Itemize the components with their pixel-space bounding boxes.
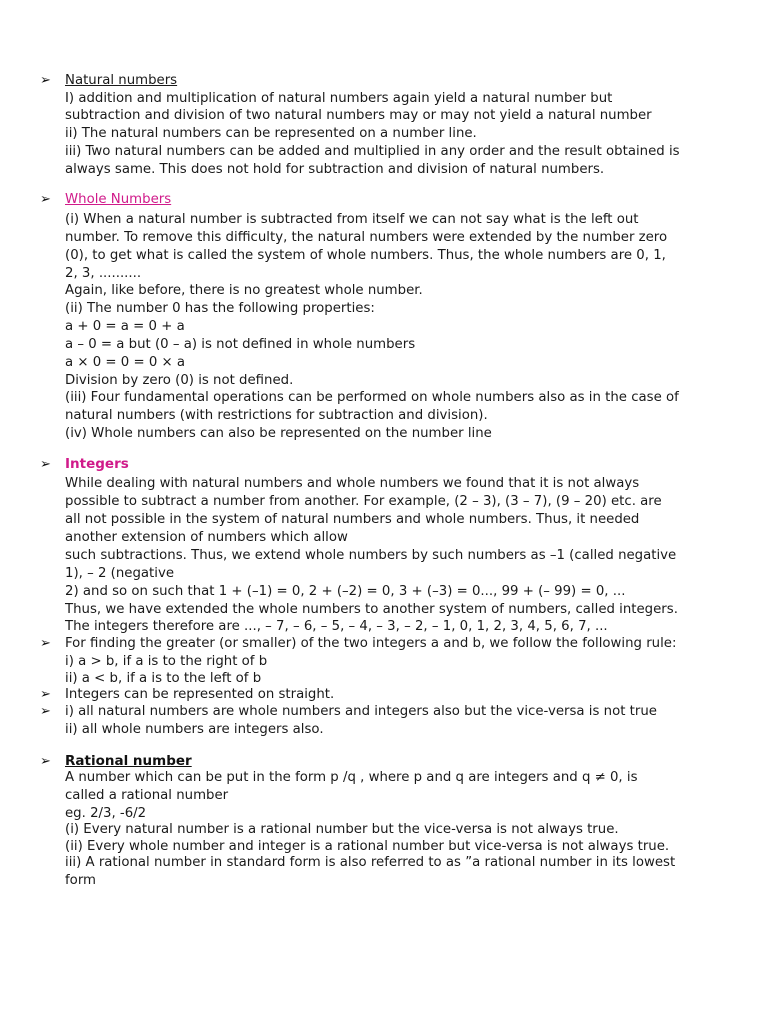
section-heading-natural-numbers: Natural numbers xyxy=(65,73,178,88)
text-line: always same. This does not hold for subtraction and division of natural numbers. xyxy=(65,162,605,177)
text-line: While dealing with natural numbers and whole numbers we found that it is not always xyxy=(65,476,640,491)
text-line: (i) Every natural number is a rational number but the vice-versa is not always true. xyxy=(65,822,619,837)
section-heading-whole-numbers: Whole Numbers xyxy=(65,192,172,207)
text-line: number. To remove this difficulty, the natural numbers were extended by the number zero xyxy=(65,230,668,245)
text-line: all not possible in the system of natural numbers and whole numbers. Thus, it needed xyxy=(65,512,640,527)
text-line: ii) a < b, if a is to the left of b xyxy=(65,671,262,686)
text-line: I) addition and multiplication of natural numbers again yield a natural number but xyxy=(65,91,613,106)
text-line: natural numbers (with restrictions for subtraction and division). xyxy=(65,408,488,423)
text-line: 1), – 2 (negative xyxy=(65,566,175,581)
arrow-bullet-icon: ➢ xyxy=(40,73,51,88)
text-line: 2, 3, .......... xyxy=(65,266,142,281)
text-line: The integers therefore are ..., – 7, – 6, – 5, – 4, – 3, – 2, – 1, 0, 1, 2, 3, 4, 5, 6, 7, ... xyxy=(65,619,608,634)
text-line: (iii) Four fundamental operations can be performed on whole numbers also as in the case of xyxy=(65,390,679,405)
text-line: (ii) Every whole number and integer is a rational number but vice-versa is not always true. xyxy=(65,839,670,854)
bullet-text: i) all natural numbers are whole numbers and integers also but the vice-versa is not true xyxy=(65,704,657,719)
text-line: possible to subtract a number from another. For example, (2 – 3), (3 – 7), (9 – 20) etc. are xyxy=(65,494,662,509)
text-line: a + 0 = a = 0 + a xyxy=(65,319,185,334)
text-line: subtraction and division of two natural numbers may or may not yield a natural number xyxy=(65,108,652,123)
arrow-bullet-icon: ➢ xyxy=(40,754,51,769)
text-line: Division by zero (0) is not defined. xyxy=(65,373,294,388)
arrow-bullet-icon: ➢ xyxy=(40,457,51,472)
text-line: a – 0 = a but (0 – a) is not defined in whole numbers xyxy=(65,337,416,352)
text-line: i) a > b, if a is to the right of b xyxy=(65,654,268,669)
bullet-text: Integers can be represented on straight. xyxy=(65,687,335,702)
arrow-bullet-icon: ➢ xyxy=(40,192,51,207)
text-line: another extension of numbers which allow xyxy=(65,530,348,545)
text-line: eg. 2/3, -6/2 xyxy=(65,806,147,821)
text-line: Thus, we have extended the whole numbers to another system of numbers, called integers. xyxy=(65,602,678,617)
section-heading-integers: Integers xyxy=(65,456,129,472)
text-line: ii) all whole numbers are integers also. xyxy=(65,722,324,737)
text-line: a × 0 = 0 = 0 × a xyxy=(65,355,186,370)
arrow-bullet-icon: ➢ xyxy=(40,704,51,719)
text-line: Again, like before, there is no greatest whole number. xyxy=(65,283,423,298)
bullet-text: For finding the greater (or smaller) of the two integers a and b, we follow the following rule: xyxy=(65,636,677,651)
section-heading-rational-number: Rational number xyxy=(65,753,192,769)
text-line: (0), to get what is called the system of whole numbers. Thus, the whole numbers are 0, 1, xyxy=(65,248,666,263)
text-line: form xyxy=(65,873,97,888)
text-line: (iv) Whole numbers can also be represented on the number line xyxy=(65,426,492,441)
text-line: 2) and so on such that 1 + (–1) = 0, 2 + (–2) = 0, 3 + (–3) = 0..., 99 + (– 99) = 0, ... xyxy=(65,584,626,599)
text-line: such subtractions. Thus, we extend whole numbers by such numbers as –1 (called negative xyxy=(65,548,677,563)
text-line: called a rational number xyxy=(65,788,229,803)
text-line: iii) Two natural numbers can be added and multiplied in any order and the result obtained is xyxy=(65,144,680,159)
arrow-bullet-icon: ➢ xyxy=(40,687,51,702)
text-line: iii) A rational number in standard form is also referred to as ”a rational number in its lowest xyxy=(65,855,676,870)
text-line: A number which can be put in the form p /q , where p and q are integers and q ≠ 0, is xyxy=(65,770,638,785)
text-line: (ii) The number 0 has the following properties: xyxy=(65,301,375,316)
arrow-bullet-icon: ➢ xyxy=(40,636,51,651)
text-line: ii) The natural numbers can be represented on a number line. xyxy=(65,126,477,141)
text-line: (i) When a natural number is subtracted from itself we can not say what is the left out xyxy=(65,212,639,227)
